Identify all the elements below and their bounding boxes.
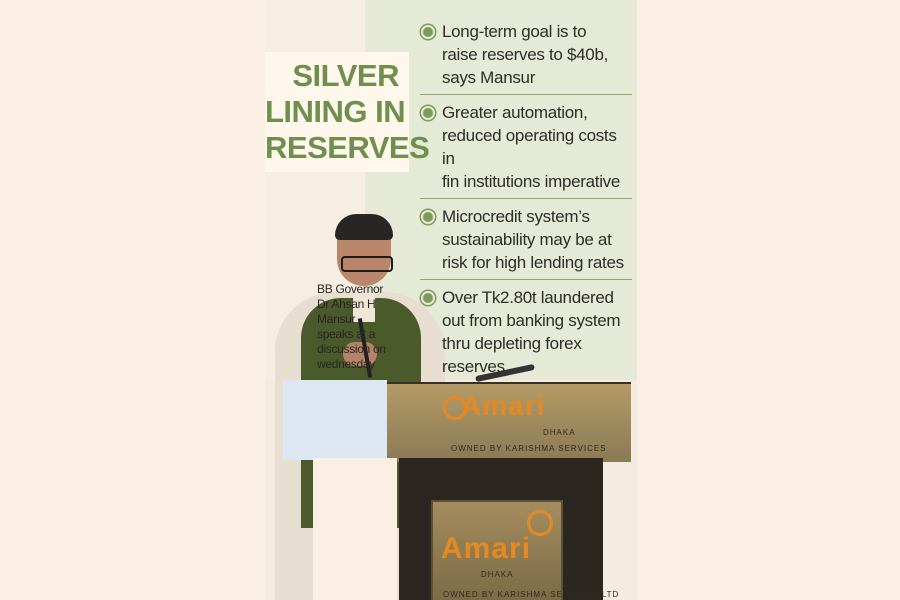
bullet-line: reduced operating costs in [442, 126, 617, 168]
brand-name-top: Amari [461, 390, 546, 421]
headline-line: RESERVES [265, 130, 430, 165]
speaker-hair [335, 214, 393, 240]
bullet-line: risk for high lending rates [442, 253, 624, 272]
bullet-dot-icon [421, 210, 435, 224]
bullet-line: reserves [442, 357, 505, 376]
caption-line: discussion on [317, 342, 386, 356]
brand-name-bottom: Amari [441, 532, 532, 565]
bullet-line: out from banking system [442, 311, 621, 330]
bullet-item [420, 286, 632, 383]
lectern-screen [283, 380, 387, 460]
brand-city-top: DHAKA [543, 428, 576, 437]
headline [265, 58, 430, 166]
bullet-list [420, 20, 632, 389]
caption-line: BB Governor [317, 282, 384, 296]
caption-line: Dr Ahsan H [317, 297, 376, 311]
bullet-line: Microcredit system’s [442, 207, 590, 226]
bullet-item [420, 101, 632, 199]
caption-box [313, 458, 397, 600]
bullet-line: raise reserves to $40b, [442, 45, 609, 64]
caption-line: wednesday [317, 357, 376, 371]
bullet-item [420, 205, 632, 280]
news-card [265, 0, 637, 600]
speaker-glasses [341, 256, 393, 272]
brand-owner-top: OWNED BY KARISHMA SERVICES [451, 444, 607, 453]
bullet-item [420, 20, 632, 95]
bullet-line: Greater automation, [442, 103, 588, 122]
brand-city-bottom: DHAKA [481, 570, 514, 579]
bullet-dot-icon [421, 106, 435, 120]
brand-owner-bottom: OWNED BY KARISHMA SERVICES LTD [443, 590, 620, 599]
bullet-dot-icon [421, 291, 435, 305]
bullet-line: says Mansur [442, 68, 536, 87]
headline-line: SILVER [292, 58, 399, 93]
bullet-line: fin institutions imperative [442, 172, 621, 191]
caption-line: Mansur [317, 312, 356, 326]
headline-line: LINING IN [265, 94, 406, 129]
bullet-line: Over Tk2.80t laundered [442, 288, 614, 307]
bullet-line: sustainability may be at [442, 230, 612, 249]
bullet-line: Long-term goal is to [442, 22, 587, 41]
bullet-dot-icon [421, 25, 435, 39]
bullet-line: thru depleting forex [442, 334, 582, 353]
photo-caption [317, 282, 397, 372]
caption-line: speaks at a [317, 327, 376, 341]
